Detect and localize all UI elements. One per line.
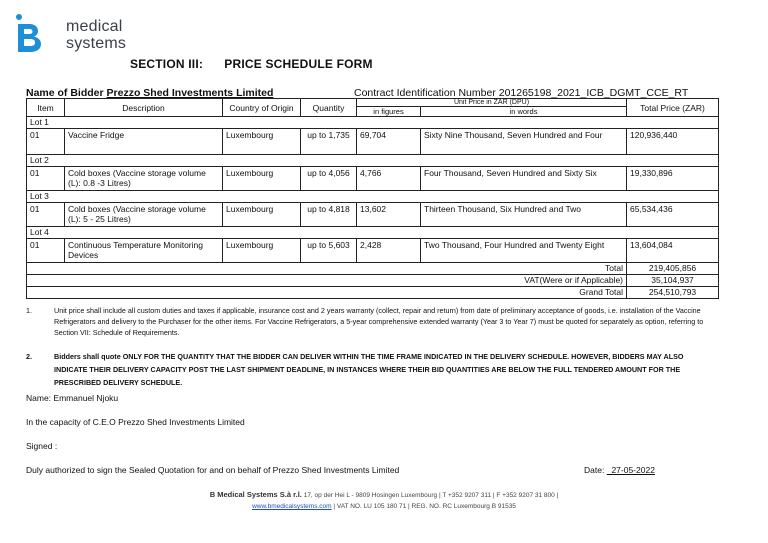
lot-label: Lot 2 xyxy=(27,155,719,167)
lot-row xyxy=(27,191,719,203)
cell-country: Luxembourg xyxy=(223,203,301,227)
header-in-figures: in figures xyxy=(357,107,421,117)
header-quantity: Quantity xyxy=(301,99,357,117)
cell-item: 01 xyxy=(27,239,65,263)
cell-quantity: up to 5,603 xyxy=(301,239,357,263)
cell-words: Two Thousand, Four Hundred and Twenty Eight xyxy=(421,239,627,263)
authorized-line: Duly authorized to sign the Sealed Quotation for and on behalf of Prezzo Shed Investments Limited xyxy=(26,465,400,475)
total-row xyxy=(27,263,719,275)
cell-total: 65,534,436 xyxy=(627,203,719,227)
cell-total: 19,330,896 xyxy=(627,167,719,191)
footer-registry xyxy=(0,503,768,510)
note-number: 2. xyxy=(26,352,32,361)
bidder-name: Prezzo Shed Investments Limited xyxy=(106,87,274,99)
lot-row xyxy=(27,155,719,167)
cell-total: 13,604,084 xyxy=(627,239,719,263)
table-row xyxy=(27,203,719,227)
cell-words: Sixty Nine Thousand, Seven Hundred and Four xyxy=(421,129,627,155)
cell-country: Luxembourg xyxy=(223,239,301,263)
cell-words: Four Thousand, Seven Hundred and Sixty Six xyxy=(421,167,627,191)
note-item xyxy=(26,350,716,389)
cell-figures: 4,766 xyxy=(357,167,421,191)
note-text: Bidders shall quote ONLY FOR THE QUANTITY THAT THE BIDDER CAN DELIVER WITHIN THE TIME FRAME INDICATED IN THE DELIVERY SCHEDULE. HOWEVER, BIDDERS MAY ALSO INDICATE THEIR DELIVERY CAPACITY POST THE LAST SHIPMENT DEADLINE, IN INSTANCES WHERE THEIR BID QUANTITIES ARE BELOW THE FULL TENDERED AMOUNT FOR THE PRESCRIBED DELIVERY SCHEDULE. xyxy=(54,352,684,387)
cell-quantity: up to 1,735 xyxy=(301,129,357,155)
date-value: 27-05-2022 xyxy=(611,465,655,475)
website-link[interactable]: www.bmedicalsystems.com xyxy=(252,503,332,510)
cell-description: Cold boxes (Vaccine storage volume (L): 0.8 -3 Litres) xyxy=(65,167,223,191)
cell-quantity: up to 4,818 xyxy=(301,203,357,227)
cell-quantity: up to 4,056 xyxy=(301,167,357,191)
cell-country: Luxembourg xyxy=(223,129,301,155)
cell-description: Continuous Temperature Monitoring Devices xyxy=(65,239,223,263)
cell-item: 01 xyxy=(27,203,65,227)
lot-label: Lot 3 xyxy=(27,191,719,203)
date-label: Date: xyxy=(584,465,605,475)
logo-wordmark xyxy=(66,18,126,52)
cell-figures: 69,704 xyxy=(357,129,421,155)
table-row xyxy=(27,167,719,191)
cell-country: Luxembourg xyxy=(223,167,301,191)
grand-total-row xyxy=(27,287,719,299)
table-row xyxy=(27,129,719,155)
cell-description: Cold boxes (Vaccine storage volume (L): 5 - 25 Litres) xyxy=(65,203,223,227)
logo-line-2: systems xyxy=(66,35,127,52)
header-description: Description xyxy=(65,99,223,117)
vat-label: VAT(Were or if Applicable) xyxy=(27,275,627,287)
header-country: Country of Origin xyxy=(223,99,301,117)
footer-address-text: 17, op der Hei L - 9809 Hosingen Luxembourg | T +352 9207 311 | F +352 9207 31 800 | xyxy=(303,492,559,499)
notes xyxy=(26,305,716,401)
footer-company: B Medical Systems S.à r.l. xyxy=(209,490,302,499)
footer-address xyxy=(0,490,768,499)
section-title: SECTION III: PRICE SCHEDULE FORM xyxy=(130,57,373,71)
price-schedule-table xyxy=(26,98,719,299)
header-total-price: Total Price (ZAR) xyxy=(627,99,719,117)
note-item xyxy=(26,305,716,338)
header-row xyxy=(27,99,719,107)
name-label: Name: xyxy=(26,393,52,403)
b-logo-icon xyxy=(14,13,44,53)
signatory-name: Emmanuel Njoku xyxy=(53,393,119,403)
header-unit-price: Unit Price in ZAR (DPU) xyxy=(357,99,627,107)
total-value: 219,405,856 xyxy=(627,263,719,275)
bidder-label: Name of Bidder xyxy=(26,87,104,99)
grand-total-value: 254,510,793 xyxy=(627,287,719,299)
cell-figures: 2,428 xyxy=(357,239,421,263)
capacity-line: In the capacity of C.E.O Prezzo Shed Investments Limited xyxy=(26,417,245,427)
lot-row xyxy=(27,117,719,129)
lot-label: Lot 1 xyxy=(27,117,719,129)
logo-line-1: medical xyxy=(66,18,123,35)
footer-registry-text: | VAT NO. LU 105 180 71 | REG. NO. RC Luxembourg B 91535 xyxy=(333,503,516,510)
cell-words: Thirteen Thousand, Six Hundred and Two xyxy=(421,203,627,227)
cell-figures: 13,602 xyxy=(357,203,421,227)
cell-item: 01 xyxy=(27,129,65,155)
vat-row xyxy=(27,275,719,287)
grand-total-label: Grand Total xyxy=(27,287,627,299)
total-label: Total xyxy=(27,263,627,275)
lot-row xyxy=(27,227,719,239)
table-row xyxy=(27,239,719,263)
cell-item: 01 xyxy=(27,167,65,191)
cell-description: Vaccine Fridge xyxy=(65,129,223,155)
header-item: Item xyxy=(27,99,65,117)
lot-label: Lot 4 xyxy=(27,227,719,239)
note-number: 1. xyxy=(26,306,32,315)
vat-value: 35,104,937 xyxy=(627,275,719,287)
signatory-name-line xyxy=(26,393,118,403)
signed-line: Signed : xyxy=(26,441,58,451)
header-in-words: in words xyxy=(421,107,627,117)
note-text: Unit price shall include all custom duties and taxes if applicable, insurance cost and 2 years warranty (collect, repair and return) from date of preliminary acceptance of goods, i.e. installation of the Vaccine Refrigerators and delivery to the Purchaser for the other items. For Vaccine Refrigerators, a 5-year comprehensive extended warranty (Year 3 to Year 7) must be quoted for separately as option, referring to Section VII: Schedule of Requirements. xyxy=(54,306,704,337)
contract-id: Contract Identification Number 201265198_2021_ICB_DGMT_CCE_RT xyxy=(354,87,689,99)
date-line xyxy=(584,465,703,475)
cell-total: 120,936,440 xyxy=(627,129,719,155)
